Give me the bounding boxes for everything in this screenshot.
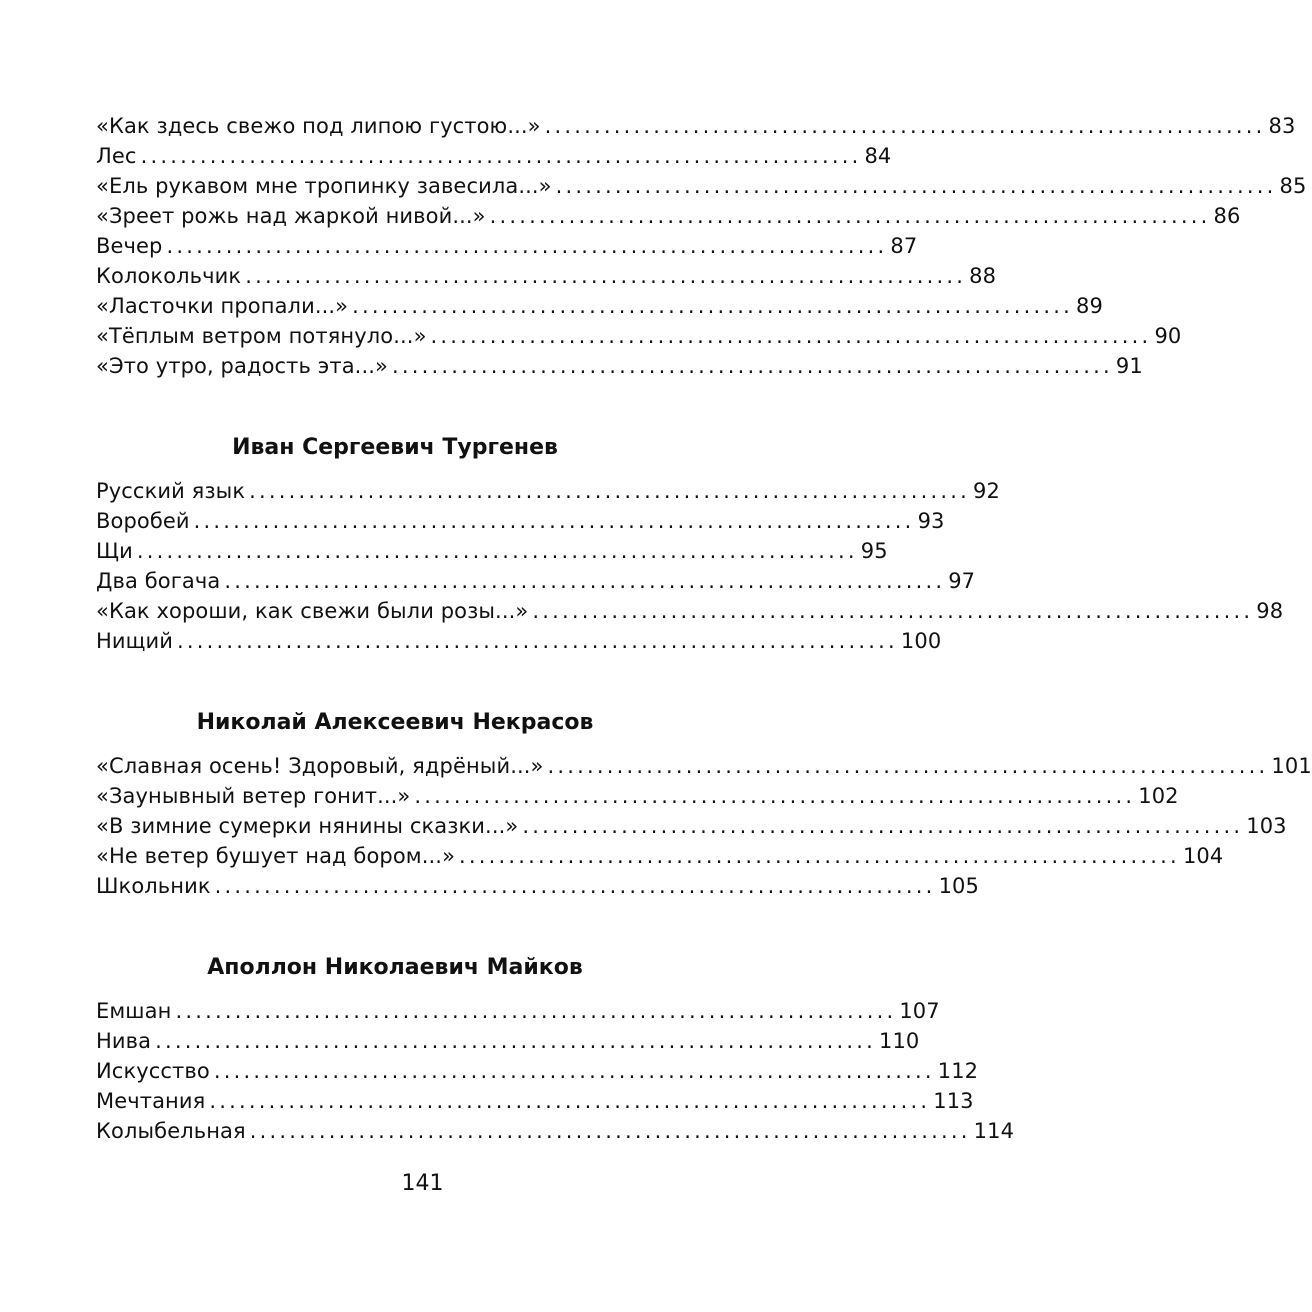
entry-title: Колыбельная bbox=[96, 1119, 246, 1143]
entry-page-number: 86 bbox=[1213, 204, 1241, 228]
toc-entry bbox=[96, 1056, 979, 1086]
dot-leader: ......................................................................... bbox=[209, 1089, 931, 1113]
dot-leader: ......................................................................... bbox=[224, 569, 946, 593]
author-heading: Иван Сергеевич Тургенев bbox=[232, 435, 558, 460]
toc-section-continued bbox=[96, 111, 1307, 381]
entry-title: «Славная осень! Здоровый, ядрёный...» bbox=[96, 754, 544, 778]
entry-page-number: 102 bbox=[1138, 784, 1179, 808]
entry-title: Емшан bbox=[96, 999, 172, 1023]
entry-page-number: 105 bbox=[938, 874, 979, 898]
entry-page-number: 110 bbox=[879, 1029, 920, 1053]
section-spacer bbox=[96, 656, 694, 708]
toc-entry bbox=[96, 291, 1103, 321]
page-number: 141 bbox=[401, 1171, 444, 1196]
dot-leader: ......................................................................... bbox=[214, 874, 936, 898]
dot-leader: ......................................................................... bbox=[489, 204, 1211, 228]
toc-entry bbox=[96, 231, 918, 261]
dot-leader: ......................................................................... bbox=[249, 1119, 971, 1143]
heading-spacer bbox=[96, 983, 694, 996]
dot-leader: ......................................................................... bbox=[136, 539, 858, 563]
dot-leader: ......................................................................... bbox=[352, 294, 1074, 318]
table-of-contents bbox=[96, 111, 1312, 1146]
entry-page-number: 91 bbox=[1115, 354, 1143, 378]
toc-entry bbox=[96, 626, 942, 656]
dot-leader: ......................................................................... bbox=[249, 479, 971, 503]
entry-page-number: 93 bbox=[917, 509, 945, 533]
entry-title: «Тёплым ветром потянуло...» bbox=[96, 324, 427, 348]
heading-spacer bbox=[96, 738, 694, 751]
entry-page-number: 84 bbox=[864, 144, 892, 168]
entry-page-number: 95 bbox=[860, 539, 888, 563]
entry-title: Школьник bbox=[96, 874, 211, 898]
toc-entry bbox=[96, 781, 1179, 811]
toc-entry bbox=[96, 566, 976, 596]
toc-entry bbox=[96, 1116, 1015, 1146]
entry-title: Мечтания bbox=[96, 1089, 206, 1113]
dot-leader: ......................................................................... bbox=[544, 114, 1266, 138]
entry-title: Колокольчик bbox=[96, 264, 242, 288]
toc-entry bbox=[96, 1086, 974, 1116]
entry-title: «Не ветер бушует над бором...» bbox=[96, 844, 456, 868]
toc-entry bbox=[96, 111, 1296, 141]
toc-entry bbox=[96, 351, 1143, 381]
toc-entry bbox=[96, 751, 1312, 781]
entry-page-number: 100 bbox=[900, 629, 942, 653]
dot-leader: ......................................................................... bbox=[414, 784, 1136, 808]
dot-leader: ......................................................................... bbox=[213, 1059, 935, 1083]
toc-entry bbox=[96, 811, 1287, 841]
entry-page-number: 88 bbox=[969, 264, 997, 288]
toc-entry bbox=[96, 996, 940, 1026]
entry-title: «Ель рукавом мне тропинку завесила...» bbox=[96, 174, 552, 198]
toc-entry bbox=[96, 871, 979, 901]
entry-title: Нищий bbox=[96, 629, 174, 653]
section-spacer bbox=[96, 381, 694, 433]
toc-section-turgenev bbox=[96, 476, 1284, 656]
entry-title: Щи bbox=[96, 539, 133, 563]
toc-entry bbox=[96, 261, 997, 291]
toc-entry bbox=[96, 596, 1284, 626]
entry-title: Искусство bbox=[96, 1059, 210, 1083]
entry-page-number: 104 bbox=[1182, 844, 1224, 868]
entry-title: Воробей bbox=[96, 509, 190, 533]
toc-entry bbox=[96, 476, 1000, 506]
toc-entry bbox=[96, 171, 1307, 201]
entry-page-number: 113 bbox=[933, 1089, 974, 1113]
dot-leader: ......................................................................... bbox=[522, 814, 1244, 838]
entry-title: «Это утро, радость эта...» bbox=[96, 354, 388, 378]
entry-page-number: 87 bbox=[890, 234, 918, 258]
dot-leader: ......................................................................... bbox=[166, 234, 888, 258]
dot-leader: ......................................................................... bbox=[459, 844, 1180, 868]
dot-leader: ......................................................................... bbox=[245, 264, 967, 288]
entry-page-number: 89 bbox=[1076, 294, 1103, 318]
dot-leader: ......................................................................... bbox=[155, 1029, 876, 1053]
entry-page-number: 107 bbox=[899, 999, 940, 1023]
heading-spacer bbox=[96, 463, 694, 476]
author-heading: Николай Алексеевич Некрасов bbox=[196, 710, 594, 735]
entry-title: «Зреет рожь над жаркой нивой...» bbox=[96, 204, 486, 228]
dot-leader: ......................................................................... bbox=[175, 999, 897, 1023]
entry-page-number: 83 bbox=[1268, 114, 1296, 138]
dot-leader: ......................................................................... bbox=[193, 509, 915, 533]
entry-page-number: 97 bbox=[948, 569, 976, 593]
toc-entry bbox=[96, 506, 945, 536]
toc-entry bbox=[96, 141, 892, 171]
entry-title: «Ласточки пропали...» bbox=[96, 294, 349, 318]
dot-leader: ......................................................................... bbox=[391, 354, 1113, 378]
entry-page-number: 90 bbox=[1154, 324, 1182, 348]
entry-title: Русский язык bbox=[96, 479, 246, 503]
entry-page-number: 103 bbox=[1246, 814, 1287, 838]
entry-page-number: 112 bbox=[937, 1059, 979, 1083]
entry-page-number: 98 bbox=[1256, 599, 1284, 623]
entry-title: «В зимние сумерки нянины сказки...» bbox=[96, 814, 519, 838]
dot-leader: ......................................................................... bbox=[177, 629, 898, 653]
entry-title: Вечер bbox=[96, 234, 163, 258]
toc-entry bbox=[96, 1026, 920, 1056]
dot-leader: ......................................................................... bbox=[140, 144, 862, 168]
dot-leader: ......................................................................... bbox=[555, 174, 1277, 198]
author-heading: Аполлон Николаевич Майков bbox=[207, 955, 583, 980]
entry-title: Два богача bbox=[96, 569, 221, 593]
toc-entry bbox=[96, 841, 1224, 871]
entry-title: «Как здесь свежо под липою густою...» bbox=[96, 114, 541, 138]
entry-title: Нива bbox=[96, 1029, 152, 1053]
dot-leader: ......................................................................... bbox=[430, 324, 1152, 348]
entry-title: Лес bbox=[96, 144, 137, 168]
entry-title: «Заунывный ветер гонит...» bbox=[96, 784, 411, 808]
entry-page-number: 114 bbox=[973, 1119, 1015, 1143]
dot-leader: ......................................................................... bbox=[532, 599, 1254, 623]
toc-section-nekrasov bbox=[96, 751, 1312, 901]
entry-page-number: 85 bbox=[1279, 174, 1307, 198]
dot-leader: ......................................................................... bbox=[547, 754, 1269, 778]
toc-section-maykov bbox=[96, 996, 1015, 1146]
entry-title: «Как хороши, как свежи были розы...» bbox=[96, 599, 529, 623]
entry-page-number: 92 bbox=[973, 479, 1000, 503]
entry-page-number: 101 bbox=[1271, 754, 1312, 778]
toc-entry bbox=[96, 536, 888, 566]
toc-entry bbox=[96, 321, 1182, 351]
toc-entry bbox=[96, 201, 1241, 231]
section-spacer bbox=[96, 901, 694, 953]
